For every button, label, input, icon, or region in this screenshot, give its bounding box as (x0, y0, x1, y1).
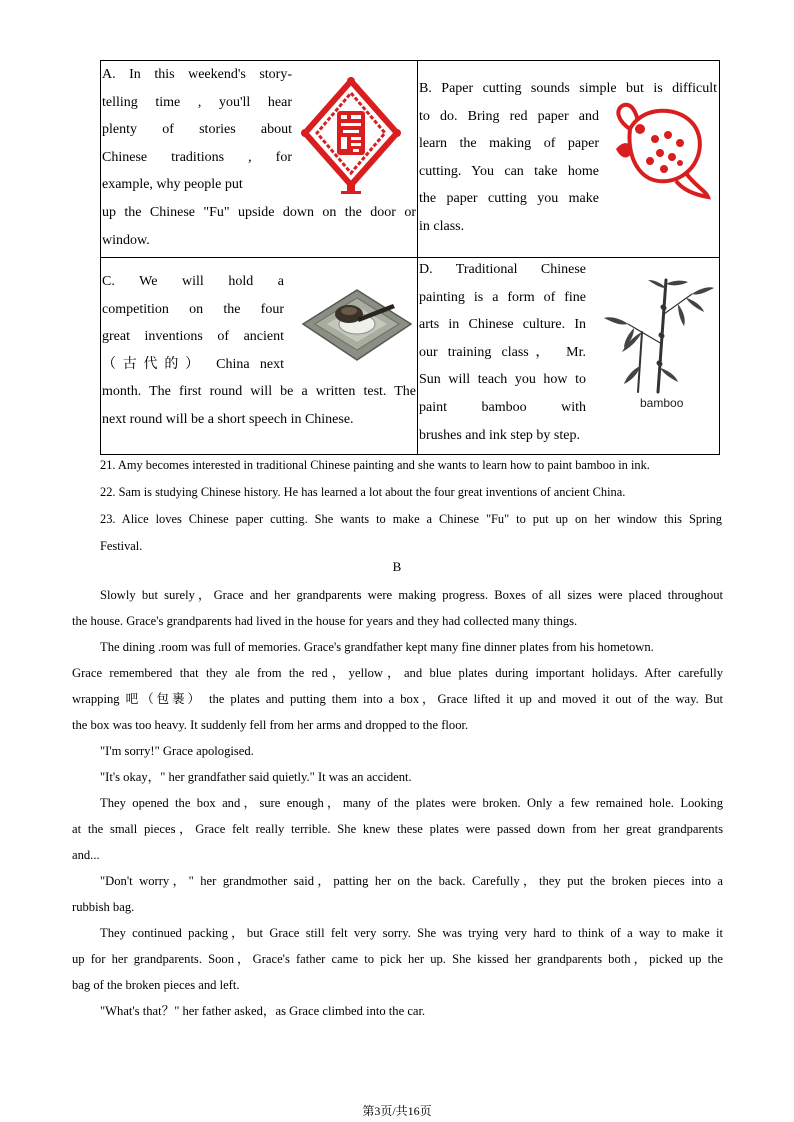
passage-line: "What's that？" her father asked，as Grace climbed into the car. (100, 1004, 426, 1018)
question-21: 21. Amy becomes interested in traditional Chinese painting and she wants to learn how to paint bamboo in ink. (100, 458, 650, 472)
option-a-line: example, why people put (102, 177, 243, 193)
option-d-line: painting is a form of fine (419, 289, 586, 305)
option-b-line: learn the making of paper (419, 136, 599, 152)
option-a-line: up the Chinese "Fu" upside down on the door or (102, 205, 416, 220)
reading-passage (72, 582, 723, 1024)
option-d-line: our training class， Mr. (419, 344, 586, 360)
passage-line: "Don't worry，" her grandmother said，patting her on the back. Carefully，they put the broken pieces into a (100, 874, 723, 888)
passage-line: the house. Grace's grandparents had lived in the house for years and they had collected many things. (72, 614, 578, 628)
option-b-line: cutting. You can take home (419, 163, 599, 179)
passage-line: The dining .room was full of memories. Grace's grandfather kept many fine dinner plates from his hometown. (100, 640, 654, 654)
option-d-cell (418, 258, 720, 455)
option-d-line: Sun will teach you how to (419, 372, 586, 388)
passage-line: Grace remembered that they ale from the red，yellow，and blue plates during important holidays. After carefully (72, 666, 723, 680)
fish-paper-cutting-image (610, 99, 712, 201)
option-d-line: arts in Chinese culture. In (419, 317, 586, 333)
option-c-line: C. We will hold a (102, 274, 284, 289)
option-a-line: window. (102, 232, 150, 248)
option-a-line: Chinese traditions , for (102, 149, 292, 165)
passage-line: the box was too heavy. It suddenly fell from her arms and dropped to the floor. (72, 718, 469, 732)
option-a-line: plenty of stories about (102, 122, 292, 138)
fu-paper-cutting-image (301, 77, 401, 195)
compass-image (297, 284, 415, 364)
section-label: B (392, 559, 402, 574)
passage-line: "I'm sorry!" Grace apologised. (100, 744, 254, 758)
options-table (100, 60, 720, 455)
option-d-line: paint bamboo with (419, 399, 586, 415)
option-c-line: next round will be a short speech in Chinese. (102, 411, 354, 427)
question-23: 23. Alice loves Chinese paper cutting. She wants to make a Chinese "Fu" to put up on her window this Spring (100, 512, 722, 526)
passage-line: They opened the box and，sure enough，many of the plates were broken. Only a few remained hole. Looking (100, 796, 723, 810)
passage-line: rubbish bag. (72, 900, 135, 914)
question-22: 22. Sam is studying Chinese history. He has learned a lot about the four great inventions of ancient China. (100, 485, 626, 499)
bamboo-caption: bamboo (640, 396, 684, 410)
option-c-line: great inventions of ancient (102, 329, 284, 345)
page-footer: 第3页/共16页 (362, 1104, 432, 1118)
option-a-line: telling time , you'll hear (102, 94, 292, 110)
option-c-line: competition on the four (102, 301, 284, 317)
option-d-line: D. Traditional Chinese (419, 262, 586, 277)
option-c-line: month. The first round will be a written test. The (102, 384, 416, 400)
bamboo-painting-image (598, 274, 716, 394)
passage-line: up for her grandparents. Soon，Grace's father came to pick her up. She kissed her grandparents both，picked up the (72, 952, 723, 966)
option-a-line: A. In this weekend's story- (102, 67, 292, 82)
passage-line: bag of the broken pieces and left. (72, 978, 240, 992)
option-b-line: B. Paper cutting sounds simple but is difficult (419, 81, 717, 96)
option-b-line: to do. Bring red paper and (419, 108, 599, 124)
passage-line: They continued packing，but Grace still felt very sorry. She was trying very hard to think of a way to make it (100, 926, 723, 940)
option-a-cell (101, 61, 418, 258)
option-b-cell (418, 61, 720, 258)
option-d-line: brushes and ink step by step. (419, 427, 580, 443)
option-b-line: in class. (419, 218, 465, 234)
option-c-cell (101, 258, 418, 455)
question-23-continued: Festival. (100, 539, 143, 553)
passage-line: Slowly but surely，Grace and her grandparents were making progress. Boxes of all sizes were placed throughout (100, 588, 723, 602)
option-c-line: （古代的） China next (102, 356, 284, 372)
passage-line: at the small pieces，Grace felt really terrible. She knew these plates were passed down from her great grandparents (72, 822, 723, 836)
passage-line: wrapping 吧（包裹） the plates and putting them into a box，Grace lifted it up and moved it out of the way. But (72, 692, 723, 706)
option-b-line: the paper cutting you make (419, 191, 599, 207)
passage-line: and... (72, 848, 100, 862)
passage-line: "It's okay，" her grandfather said quietly." It was an accident. (100, 770, 412, 784)
